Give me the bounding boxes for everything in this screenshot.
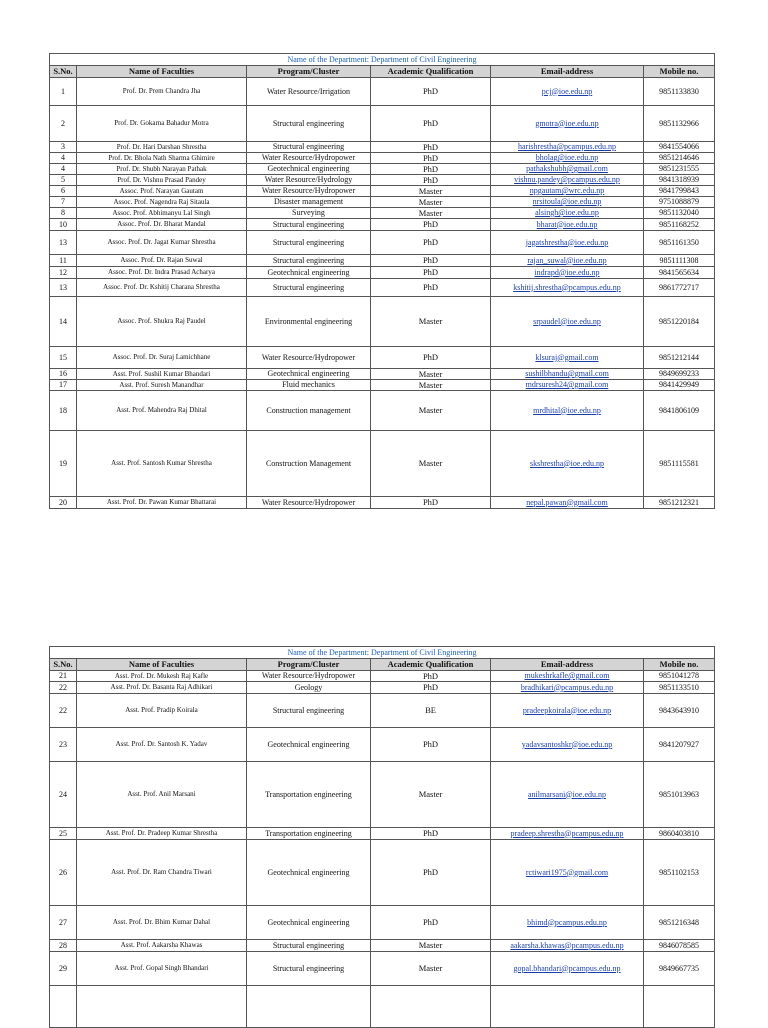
column-header: Mobile no. [644,66,715,78]
faculty-name-cell: Prof. Dr. Bhola Nath Sharma Ghimire [77,153,247,164]
faculty-name-cell: Assoc. Prof. Dr. Rajan Suwal [77,255,247,267]
email-cell [491,297,644,347]
column-header: Email-address [491,66,644,78]
email-link[interactable]: harishrestha@pcampus.edu.np [517,142,616,151]
table-row [50,175,715,186]
table-row [50,347,715,369]
qualification-cell: PhD [371,175,491,186]
email-cell [491,186,644,197]
sno-cell: 3 [50,142,77,153]
program-cell: Construction management [247,391,371,431]
faculty-name-cell: Asst. Prof. Dr. Pawan Kumar Bhattarai [77,497,247,509]
qualification-cell: PhD [371,682,491,694]
sno-cell: 13 [50,231,77,255]
sno-cell: 14 [50,297,77,347]
qualification-cell: PhD [371,142,491,153]
mobile-cell: 9851132966 [644,106,715,142]
email-link[interactable]: srpaudel@ioe.edu.np [533,316,601,326]
table-row [50,369,715,380]
email-cell [491,906,644,940]
sno-cell: 18 [50,391,77,431]
email-link[interactable]: aakarsha.khawas@pcampus.edu.np [510,940,624,950]
email-cell [491,255,644,267]
email-cell [491,940,644,952]
column-header: S.No. [50,659,77,671]
email-link[interactable]: pcj@ioe.edu.np [541,86,593,96]
qualification-cell: PhD [371,497,491,509]
qualification-cell [371,986,491,1028]
faculty-name-cell: Asst. Prof. Dr. Ram Chandra Tiwari [77,840,247,906]
qualification-cell: PhD [371,231,491,255]
department-title: Name of the Department: Department of Civil Engineering [50,647,715,659]
email-cell [491,267,644,279]
email-link[interactable]: sushilbhandu@gmail.com [525,369,609,378]
email-link[interactable]: gmotra@ioe.edu.np [535,118,599,128]
program-cell: Water Resource/Hydrology [247,175,371,186]
faculty-name-cell: Assoc. Prof. Dr. Suraj Lamichhane [77,347,247,369]
email-link[interactable]: vishnu.pandey@pcampus.edu.np [514,175,620,184]
table-row [50,952,715,986]
faculty-name-cell: Assoc. Prof. Dr. Jagat Kumar Shrestha [77,231,247,255]
email-link[interactable]: skshrestha@ioe.edu.np [529,458,605,468]
faculty-name-cell: Asst. Prof. Pradip Koirala [77,694,247,728]
faculty-name-cell: Asst. Prof. Dr. Bhim Kumar Dahal [77,906,247,940]
sno-cell: 5 [50,175,77,186]
mobile-cell: 9841799843 [644,186,715,197]
email-link[interactable]: pathakshubh@gmail.com [526,164,608,173]
program-cell: Structural engineering [247,279,371,297]
sno-cell: 23 [50,728,77,762]
email-cell [491,728,644,762]
email-cell [491,164,644,175]
mobile-cell: 9851212321 [644,497,715,509]
mobile-cell: 9860403810 [644,828,715,840]
table-row [50,164,715,175]
column-header: S.No. [50,66,77,78]
program-cell: Construction Management [247,431,371,497]
email-cell [491,840,644,906]
email-link[interactable]: pradeepkoirala@ioe.edu.np [522,705,612,715]
mobile-cell: 9851132040 [644,208,715,219]
faculty-name-cell: Assoc. Prof. Shukra Raj Paudel [77,297,247,347]
table-row [50,142,715,153]
table-row [50,267,715,279]
program-cell: Water Resource/Hydropower [247,671,371,682]
faculty-name-cell [77,986,247,1028]
sno-cell [50,986,77,1028]
email-link[interactable]: alsingh@ioe.edu.np [535,208,599,217]
table-row [50,106,715,142]
email-cell [491,106,644,142]
program-cell: Structural engineering [247,142,371,153]
email-cell [491,497,644,509]
qualification-cell: PhD [371,255,491,267]
program-cell: Water Resource/Hydropower [247,153,371,164]
qualification-cell: PhD [371,164,491,175]
program-cell: Disaster management [247,197,371,208]
sno-cell: 13 [50,279,77,297]
program-cell: Structural engineering [247,694,371,728]
mobile-cell: 9851133510 [644,682,715,694]
qualification-cell: Master [371,762,491,828]
mobile-cell: 9841429949 [644,380,715,391]
table-row [50,762,715,828]
email-link[interactable]: bradhikari@pcampus.edu.np [520,682,614,692]
program-cell: Geology [247,682,371,694]
faculty-name-cell: Prof. Dr. Prem Chandra Jha [77,78,247,106]
mobile-cell: 9851161350 [644,231,715,255]
mobile-cell: 9851111308 [644,255,715,267]
email-cell [491,78,644,106]
column-header: Program/Cluster [247,66,371,78]
mobile-cell: 9841554066 [644,142,715,153]
email-cell [491,391,644,431]
email-cell [491,142,644,153]
table-row [50,297,715,347]
faculty-name-cell: Assoc. Prof. Dr. Bharat Mandal [77,219,247,231]
program-cell: Environmental engineering [247,297,371,347]
email-cell [491,431,644,497]
qualification-cell: PhD [371,728,491,762]
mobile-cell: 9851013963 [644,762,715,828]
faculty-name-cell: Assoc. Prof. Dr. Indra Prasad Acharya [77,267,247,279]
program-cell: Geotechnical engineering [247,840,371,906]
email-cell [491,952,644,986]
mobile-cell [644,986,715,1028]
table-row [50,219,715,231]
email-link[interactable]: nrsitoula@ioe.edu.np [532,197,602,206]
table-row [50,986,715,1028]
qualification-cell: Master [371,391,491,431]
qualification-cell: PhD [371,347,491,369]
faculty-name-cell: Prof. Dr. Vishnu Prasad Pandey [77,175,247,186]
mobile-cell: 9849699233 [644,369,715,380]
sno-cell: 19 [50,431,77,497]
program-cell: Structural engineering [247,106,371,142]
qualification-cell: Master [371,297,491,347]
email-cell [491,197,644,208]
column-header: Name of Faculties [77,659,247,671]
email-cell [491,279,644,297]
mobile-cell: 9851102153 [644,840,715,906]
qualification-cell: Master [371,369,491,380]
table-row [50,906,715,940]
program-cell: Transportation engineering [247,762,371,828]
sno-cell: 11 [50,255,77,267]
sno-cell: 22 [50,682,77,694]
table-row [50,186,715,197]
department-title: Name of the Department: Department of Civil Engineering [50,54,715,66]
faculty-name-cell: Prof. Dr. Hari Darshan Shrestha [77,142,247,153]
email-link[interactable]: indrapd@ioe.edu.np [534,267,600,277]
sno-cell: 21 [50,671,77,682]
mobile-cell: 9841806109 [644,391,715,431]
email-link[interactable]: pradeep.shrestha@pcampus.edu.np [510,828,624,838]
email-link[interactable]: kshitij.shrestha@pcampus.edu.np [513,282,621,292]
sno-cell: 12 [50,267,77,279]
email-link[interactable]: anilmarsani@ioe.edu.np [527,789,606,799]
faculty-name-cell: Prof. Dr. Gokarna Bahadur Motra [77,106,247,142]
faculty-name-cell: Asst. Prof. Aakarsha Khawas [77,940,247,952]
sno-cell: 28 [50,940,77,952]
qualification-cell: PhD [371,219,491,231]
sno-cell: 15 [50,347,77,369]
mobile-cell: 9851168252 [644,219,715,231]
sno-cell: 25 [50,828,77,840]
sno-cell: 17 [50,380,77,391]
program-cell: Fluid mechanics [247,380,371,391]
faculty-name-cell: Assoc. Prof. Nagendra Raj Sitaula [77,197,247,208]
faculty-name-cell: Asst. Prof. Sushil Kumar Bhandari [77,369,247,380]
mobile-cell: 9851231555 [644,164,715,175]
email-link[interactable]: bholag@ioe.edu.np [535,153,599,162]
email-cell [491,380,644,391]
email-link[interactable]: yadavsantoshkr@ioe.edu.np [521,739,613,749]
faculty-name-cell: Asst. Prof. Dr. Basanta Raj Adhikari [77,682,247,694]
email-link[interactable]: mukeshrkafle@gmail.com [524,671,610,680]
mobile-cell: 9851041278 [644,671,715,682]
email-cell [491,986,644,1028]
header-row [50,66,715,78]
email-cell [491,208,644,219]
sno-cell: 1 [50,78,77,106]
table-row [50,208,715,219]
table-row [50,255,715,267]
mobile-cell: 9849667735 [644,952,715,986]
sno-cell: 6 [50,186,77,197]
email-link[interactable]: rajan_suwal@ioe.edu.np [527,255,607,265]
faculty-name-cell: Asst. Prof. Santosh Kumar Shrestha [77,431,247,497]
program-cell: Structural engineering [247,219,371,231]
email-link[interactable]: gopal.bhandari@pcampus.edu.np [513,963,621,973]
table-row [50,840,715,906]
faculty-name-cell: Assoc. Prof. Dr. Kshitij Charana Shrestha [77,279,247,297]
sno-cell: 10 [50,219,77,231]
qualification-cell: PhD [371,267,491,279]
email-link[interactable]: nepal.pawan@gmail.com [526,497,608,507]
mobile-cell: 9846078585 [644,940,715,952]
faculty-name-cell: Assoc. Prof. Narayan Gautam [77,186,247,197]
column-header: Academic Qualification [371,66,491,78]
table-row [50,231,715,255]
qualification-cell: PhD [371,671,491,682]
qualification-cell: PhD [371,906,491,940]
column-header: Name of Faculties [77,66,247,78]
sno-cell: 4 [50,153,77,164]
table-row [50,671,715,682]
program-cell: Structural engineering [247,940,371,952]
program-cell: Transportation engineering [247,828,371,840]
qualification-cell: Master [371,186,491,197]
qualification-cell: PhD [371,106,491,142]
header-row [50,659,715,671]
faculty-name-cell: Prof. Dr. Shubh Narayan Pathak [77,164,247,175]
table-row [50,694,715,728]
email-link[interactable]: bhimd@pcampus.edu.np [527,917,607,927]
qualification-cell: PhD [371,78,491,106]
mobile-cell: 9861772717 [644,279,715,297]
sno-cell: 22 [50,694,77,728]
mobile-cell: 9841207927 [644,728,715,762]
column-header: Academic Qualification [371,659,491,671]
sno-cell: 24 [50,762,77,828]
faculty-name-cell: Asst. Prof. Gopal Singh Bhandari [77,952,247,986]
faculty-name-cell: Asst. Prof. Anil Marsani [77,762,247,828]
qualification-cell: PhD [371,840,491,906]
column-header: Program/Cluster [247,659,371,671]
program-cell: Structural engineering [247,255,371,267]
program-cell: Water Resource/Hydropower [247,347,371,369]
mobile-cell: 9851214646 [644,153,715,164]
table-row [50,940,715,952]
email-link[interactable]: rctiwari1975@gmail.com [525,867,609,877]
faculty-name-cell: Asst. Prof. Dr. Mukesh Raj Kafle [77,671,247,682]
email-cell [491,828,644,840]
qualification-cell: Master [371,208,491,219]
email-link[interactable]: klsuraj@gmail.com [535,352,599,362]
program-cell: Structural engineering [247,231,371,255]
program-cell: Geotechnical engineering [247,906,371,940]
email-cell [491,369,644,380]
program-cell: Geotechnical engineering [247,164,371,175]
faculty-name-cell: Assoc. Prof. Abhimanyu Lal Singh [77,208,247,219]
qualification-cell: PhD [371,279,491,297]
sno-cell: 4 [50,164,77,175]
sno-cell: 7 [50,197,77,208]
table-row [50,431,715,497]
qualification-cell: Master [371,431,491,497]
program-cell [247,986,371,1028]
mobile-cell: 9751088879 [644,197,715,208]
mobile-cell: 9851220184 [644,297,715,347]
mobile-cell: 9843643910 [644,694,715,728]
faculty-name-cell: Asst. Prof. Dr. Pradeep Kumar Shrestha [77,828,247,840]
email-cell [491,153,644,164]
sno-cell: 2 [50,106,77,142]
table-row [50,682,715,694]
email-link[interactable]: mdrsuresh24@gmail.com [525,380,609,389]
mobile-cell: 9851115581 [644,431,715,497]
sno-cell: 20 [50,497,77,509]
table-row [50,497,715,509]
column-header: Mobile no. [644,659,715,671]
sno-cell: 16 [50,369,77,380]
email-cell [491,219,644,231]
faculty-name-cell: Asst. Prof. Mahendra Raj Dhital [77,391,247,431]
email-cell [491,231,644,255]
email-link[interactable]: jagatshrestha@ioe.edu.np [525,237,609,247]
qualification-cell: Master [371,940,491,952]
email-cell [491,347,644,369]
faculty-table-2 [49,646,715,1028]
email-cell [491,682,644,694]
table-row [50,279,715,297]
mobile-cell: 9841318939 [644,175,715,186]
mobile-cell: 9851216348 [644,906,715,940]
sno-cell: 26 [50,840,77,906]
qualification-cell: BE [371,694,491,728]
table-row [50,78,715,106]
email-cell [491,175,644,186]
mobile-cell: 9851212144 [644,347,715,369]
qualification-cell: PhD [371,828,491,840]
qualification-cell: PhD [371,153,491,164]
mobile-cell: 9841565634 [644,267,715,279]
faculty-table-1 [49,53,715,509]
qualification-cell: Master [371,197,491,208]
email-link[interactable]: bharat@ioe.edu.np [536,219,598,229]
table-row [50,728,715,762]
faculty-name-cell: Asst. Prof. Suresh Manandhar [77,380,247,391]
program-cell: Geotechnical engineering [247,267,371,279]
qualification-cell: Master [371,952,491,986]
sno-cell: 27 [50,906,77,940]
mobile-cell: 9851133830 [644,78,715,106]
program-cell: Surveying [247,208,371,219]
sno-cell: 29 [50,952,77,986]
program-cell: Water Resource/Irrigation [247,78,371,106]
faculty-name-cell: Asst. Prof. Dr. Santosh K. Yadav [77,728,247,762]
table-row [50,380,715,391]
email-cell [491,694,644,728]
table-row [50,153,715,164]
email-cell [491,762,644,828]
sno-cell: 8 [50,208,77,219]
email-cell [491,671,644,682]
program-cell: Water Resource/Hydropower [247,186,371,197]
program-cell: Geotechnical engineering [247,728,371,762]
table-row [50,828,715,840]
program-cell: Water Resource/Hydropower [247,497,371,509]
program-cell: Geotechnical engineering [247,369,371,380]
table-row [50,197,715,208]
qualification-cell: Master [371,380,491,391]
email-link[interactable]: mrdhital@ioe.edu.np [533,405,601,415]
column-header: Email-address [491,659,644,671]
program-cell: Structural engineering [247,952,371,986]
email-link[interactable]: npgautam@wrc.edu.np [529,186,605,195]
table-row [50,391,715,431]
